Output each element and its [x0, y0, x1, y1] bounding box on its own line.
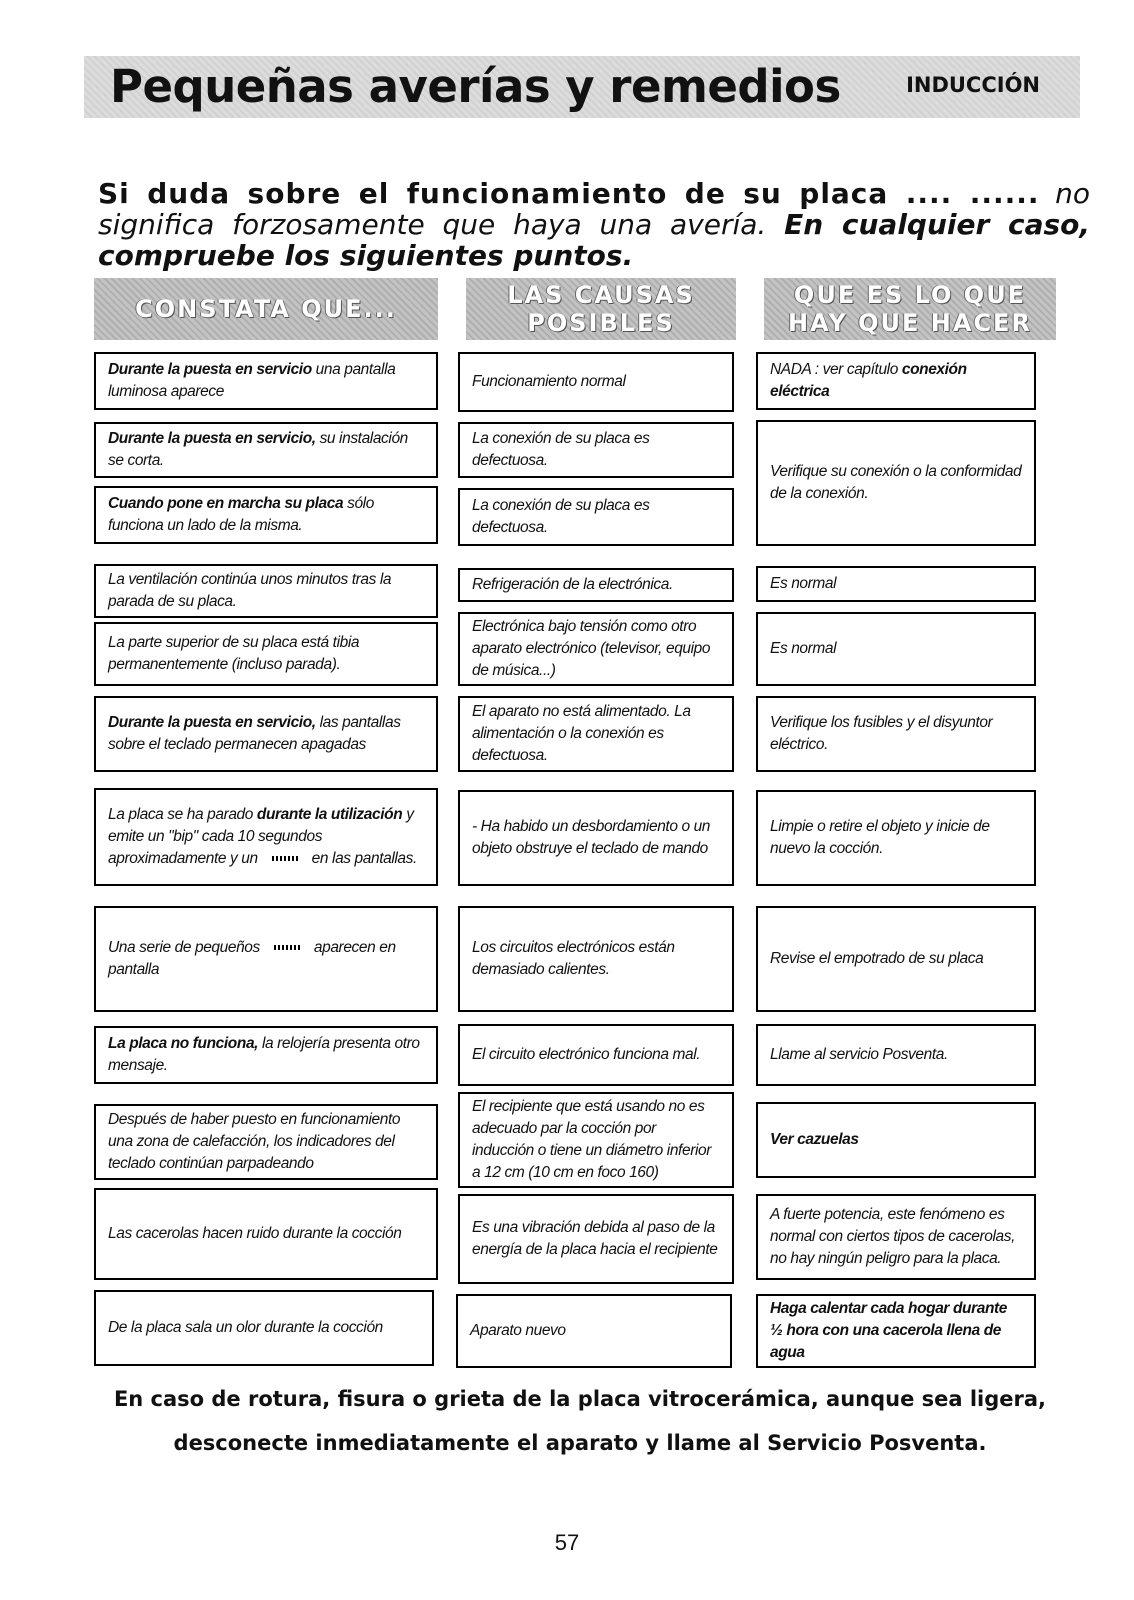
intro-paragraph	[98, 178, 1090, 271]
column-header-constata: CONSTATA QUE...	[94, 278, 438, 340]
title-banner	[84, 56, 1080, 118]
cause-text: El recipiente que está usando no es adecuado par la cocción por inducción o tiene un diámetro inferior a 12 cm (10 cm en foco 160)	[472, 1098, 711, 1181]
remedy-box	[756, 352, 1036, 410]
symptom-text: y emite un "bip" cada 10 segundos aproximadamente y un	[108, 806, 414, 867]
cause-text: La conexión de su placa es defectuosa.	[472, 497, 650, 536]
section-tag: INDUCCIÓN	[906, 73, 1040, 97]
symptom-box	[94, 1290, 434, 1366]
remedy-text: Llame al servicio Posventa.	[770, 1046, 948, 1063]
cause-text: Aparato nuevo	[470, 1322, 566, 1339]
symptom-box	[94, 486, 438, 544]
cause-text: - Ha habido un desbordamiento o un objeto obstruye el teclado de mando	[472, 818, 711, 857]
cause-box	[458, 696, 734, 772]
footer-warning-line1: En caso de rotura, fisura o grieta de la placa vitrocerámica, aunque sea ligera,	[113, 1387, 1047, 1411]
cause-text: La conexión de su placa es defectuosa.	[472, 430, 650, 469]
remedy-text: Revise el empotrado de su placa	[770, 950, 984, 967]
symptom-text: Las cacerolas hacen ruido durante la cocción	[108, 1225, 402, 1242]
symptom-box	[94, 1104, 438, 1180]
cause-text: El circuito electrónico funciona mal.	[472, 1046, 701, 1063]
cause-box	[458, 422, 734, 478]
page-number: 57	[554, 1530, 580, 1555]
symptom-bold: Durante la puesta en servicio,	[108, 430, 316, 447]
remedy-bold: conexión eléctrica	[770, 361, 967, 400]
symptom-box	[94, 696, 438, 772]
cause-text: El aparato no está alimentado. La alimentación o la conexión es defectuosa.	[472, 703, 691, 764]
symptom-text: su instalación se corta.	[108, 430, 408, 469]
remedy-box	[756, 1194, 1036, 1280]
remedy-box	[756, 906, 1036, 1012]
symptom-box	[94, 352, 438, 410]
symptom-box	[94, 622, 438, 686]
cause-box	[458, 488, 734, 546]
cause-box	[456, 1294, 732, 1368]
cause-box	[458, 568, 734, 602]
symptom-text: en las pantallas.	[311, 850, 417, 867]
intro-part1: Si duda sobre el funcionamiento de su placa .... ......	[98, 177, 1040, 210]
cause-text: Funcionamiento normal	[472, 373, 626, 390]
remedy-text: Es normal	[770, 640, 837, 657]
symptom-text: La ventilación continúa unos minutos tras la parada de su placa.	[108, 571, 392, 610]
remedy-box	[756, 790, 1036, 886]
column-header-causas: LAS CAUSAS POSIBLES	[466, 278, 736, 340]
remedy-text: Verifique los fusibles y el disyuntor eléctrico.	[770, 714, 993, 753]
symptom-text: La placa se ha parado	[108, 806, 257, 823]
intro-part2: no significa forzosamente que haya una avería.	[98, 177, 1090, 241]
remedy-box	[756, 696, 1036, 772]
column-header-hacer: QUE ES LO QUE HAY QUE HACER	[764, 278, 1056, 340]
cause-box	[458, 612, 734, 686]
remedy-box	[756, 566, 1036, 602]
symptom-text: la relojería presenta otro mensaje.	[108, 1035, 420, 1074]
remedy-bold: Haga calentar cada hogar durante ½ hora con una cacerola llena de agua	[770, 1300, 1008, 1361]
page-title: Pequeñas averías y remedios	[110, 60, 841, 113]
symptom-bold: La placa no funciona,	[108, 1035, 259, 1052]
symptom-box	[94, 906, 438, 1012]
symptom-text: las pantallas sobre el teclado permanecen apagadas	[108, 714, 401, 753]
symptom-text: aparecen en pantalla	[108, 939, 396, 978]
symptom-box	[94, 1188, 438, 1280]
remedy-box	[756, 420, 1036, 546]
remedy-text: Es normal	[770, 575, 837, 592]
symptom-text: De la placa sala un olor durante la cocción	[108, 1319, 383, 1336]
symptom-text: La parte superior de su placa está tibia permanentemente (incluso parada).	[108, 634, 360, 673]
symptom-text: sólo funciona un lado de la misma.	[108, 495, 374, 534]
symptom-box	[94, 788, 438, 886]
remedy-text: Verifique su conexión o la conformidad de la conexión.	[770, 463, 1022, 502]
remedy-text: NADA : ver capítulo	[770, 361, 902, 378]
cause-box	[458, 790, 734, 886]
remedy-box	[756, 1024, 1036, 1086]
cause-box	[458, 1092, 734, 1188]
cause-text: Electrónica bajo tensión como otro aparato electrónico (televisor, equipo de música...)	[472, 618, 711, 679]
intro-part3: En cualquier caso, compruebe los siguientes puntos.	[98, 208, 1090, 272]
footer-warning-line2: desconecte inmediatamente el aparato y llame al Servicio Posventa.	[173, 1431, 987, 1455]
symptom-box	[94, 564, 438, 618]
symptom-text: una pantalla luminosa aparece	[108, 361, 396, 400]
remedy-box	[756, 1102, 1036, 1178]
remedy-text: A fuerte potencia, este fenómeno es normal con ciertos tipos de cacerolas, no hay ningún peligro para la placa.	[770, 1206, 1015, 1267]
symptom-box	[94, 1026, 438, 1084]
symptom-bold: Durante la puesta en servicio	[108, 361, 312, 378]
cause-box	[458, 352, 734, 412]
remedy-box	[756, 1294, 1036, 1368]
display-dashes-icon	[274, 945, 300, 950]
symptom-box	[94, 422, 438, 478]
symptom-bold: durante la utilización	[256, 806, 403, 823]
display-dashes-icon	[272, 856, 298, 861]
symptom-bold: Cuando pone en marcha su placa	[108, 495, 344, 512]
remedy-box	[756, 612, 1036, 686]
remedy-bold: Ver cazuelas	[770, 1131, 859, 1148]
symptom-text: Después de haber puesto en funcionamiento una zona de calefacción, los indicadores del teclado continúan parpadeando	[108, 1111, 401, 1172]
symptom-bold: Durante la puesta en servicio,	[108, 714, 316, 731]
cause-box	[458, 906, 734, 1012]
remedy-text: Limpie o retire el objeto y inicie de nuevo la cocción.	[770, 818, 990, 857]
cause-box	[458, 1024, 734, 1086]
cause-text: Los circuitos electrónicos están demasiado calientes.	[472, 939, 675, 978]
cause-box	[458, 1194, 734, 1284]
symptom-text: Una serie de pequeños	[108, 939, 260, 956]
cause-text: Es una vibración debida al paso de la energía de la placa hacia el recipiente	[472, 1219, 718, 1258]
cause-text: Refrigeración de la electrónica.	[472, 576, 673, 593]
